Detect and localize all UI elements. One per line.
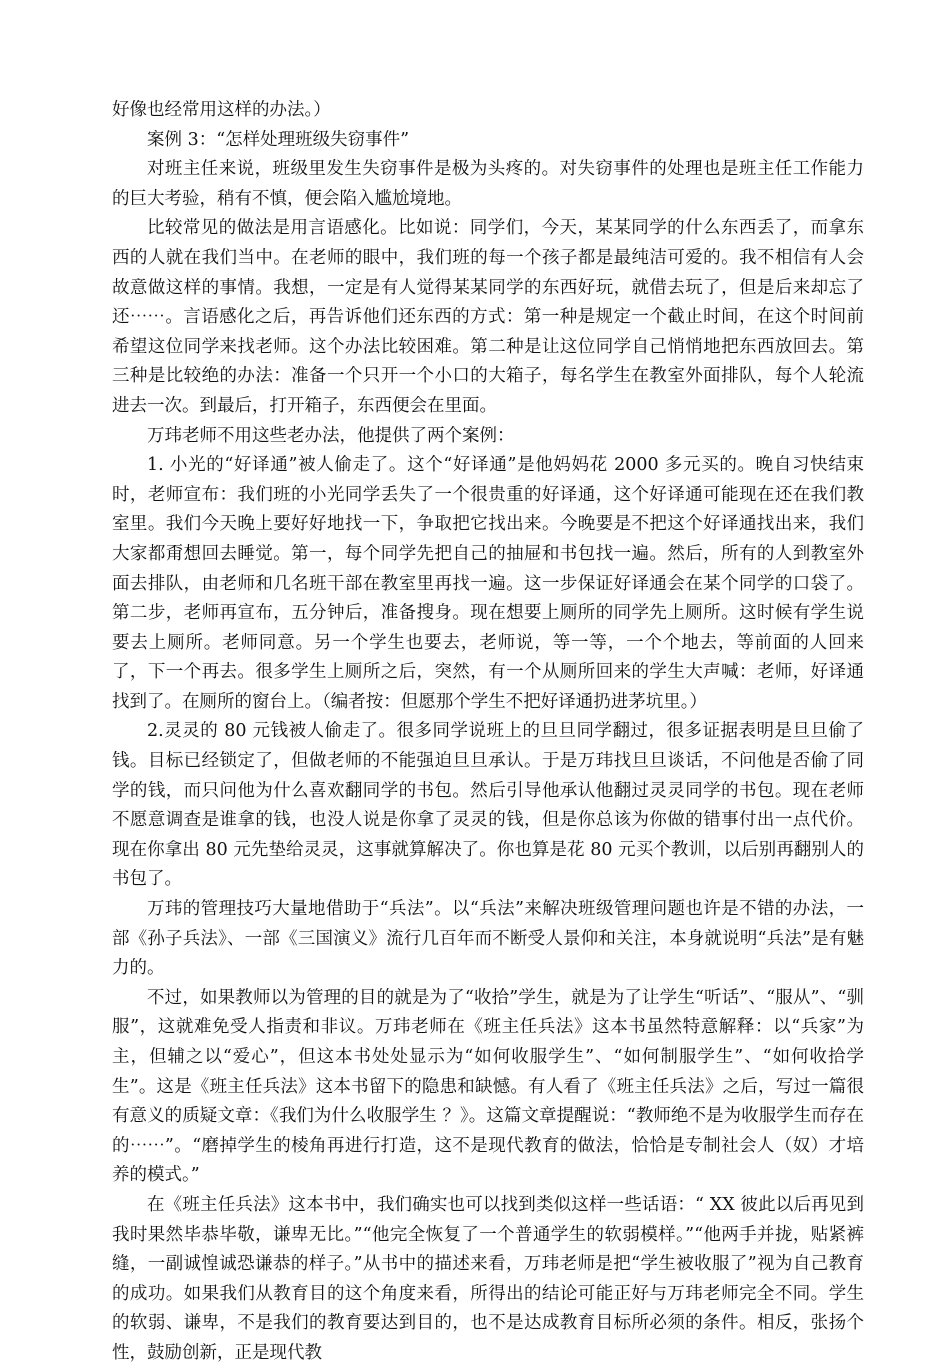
paragraph: 比较常见的做法是用言语感化。比如说：同学们，今天，某某同学的什么东西丢了，而拿东西的人就在我们当中。在老师的眼中，我们班的每一个孩子都是最纯洁可爱的。我不相信有人会故意做这样的事情。我想，一定是有人觉得某某同学的东西好玩，就借去玩了，但是后来却忘了还⋯⋯。言语感化之后，再告诉他们还东西的方式：第一种是规定一个截止时间，在这个时间前希望这位同学来找老师。这个办法比较困难。第二种是让这位同学自己悄悄地把东西放回去。第三种是比较绝的办法：准备一个只开一个小口的大箱子，每名学生在教室外面排队，每个人轮流进去一次。到最后，打开箱子，东西便会在里面。 <box>112 218 864 416</box>
paragraph-continuation: 好像也经常用这样的办法。） <box>112 100 331 120</box>
paragraph: 在《班主任兵法》这本书中，我们确实也可以找到类似这样一些话语：“ XX 彼此以后再见到我时果然毕恭毕敬，谦卑无比。”“他完全恢复了一个普通学生的软弱模样。”“他两手并拢，贴紧裤缝，一副诚惶诚恐谦恭的样子。”从书中的描述来看，万玮老师是把“学生被收服了”视为自己教育的成功。如果我们从教育目的这个角度来看，所得出的结论可能正好与万玮老师完全不同。学生的软弱、谦卑，不是我们的教育要达到目的，也不是达成教育目标所必须的条件。相反，张扬个性，鼓励创新，正是现代教 <box>112 1194 864 1363</box>
document-body <box>112 96 864 1369</box>
case-heading: 案例 3：“怎样处理班级失窃事件” <box>147 129 410 150</box>
paragraph: 万玮的管理技巧大量地借助于“兵法”。以“兵法”来解决班级管理问题也许是不错的办法，一部《孙子兵法》、一部《三国演义》流行几百年而不断受人景仰和关注，本身就说明“兵法”是有魅力的。 <box>112 899 864 979</box>
case-item-1: 1. 小光的“好译通”被人偷走了。这个“好译通”是他妈妈花 2000 多元买的。晚自习快结束时，老师宣布：我们班的小光同学丢失了一个很贵重的好译通，这个好译通可能现在还在我们教室里。我们今天晚上要好好地找一下，争取把它找出来。今晚要是不把这个好译通找出来，我们大家都甭想回去睡觉。第一，每个同学先把自己的抽屉和书包找一遍。然后，所有的人到教室外面去排队，由老师和几名班干部在教室里再找一遍。这一步保证好译通会在某个同学的口袋了。第二步，老师再宣布，五分钟后，准备搜身。现在想要上厕所的同学先上厕所。这时候有学生说要去上厕所。老师同意。另一个学生也要去，老师说，等一等，一个个地去，等前面的人回来了，下一个再去。很多学生上厕所之后，突然，有一个从厕所回来的学生大声喊：老师，好译通找到了。在厕所的窗台上。（编者按：但愿那个学生不把好译通扔进茅坑里。） <box>112 455 864 712</box>
paragraph: 万玮老师不用这些老办法，他提供了两个案例： <box>147 425 515 446</box>
paragraph: 对班主任来说，班级里发生失窃事件是极为头疼的。对失窃事件的处理也是班主任工作能力的巨大考验，稍有不慎，便会陷入尴尬境地。 <box>112 159 864 209</box>
case-item-2: 2.灵灵的 80 元钱被人偷走了。很多同学说班上的旦旦同学翻过，很多证据表明是旦旦偷了钱。目标已经锁定了，但做老师的不能强迫旦旦承认。于是万玮找旦旦谈话，不问他是否偷了同学的钱，而只问他为什么喜欢翻同学的书包。然后引导他承认他翻过灵灵同学的书包。现在老师不愿意调查是谁拿的钱，也没人说是你拿了灵灵的钱，但是你总该为你做的错事付出一点代价。现在你拿出 80 元先垫给灵灵，这事就算解决了。你也算是花 80 元买个教训，以后别再翻别人的书包了。 <box>112 721 864 890</box>
paragraph: 不过，如果教师以为管理的目的就是为了“收拾”学生，就是为了让学生“听话”、“服从”、“驯服”，这就难免受人指责和非议。万玮老师在《班主任兵法》这本书虽然特意解释：以“兵家”为主，但辅之以“爱心”，但这本书处处显示为“如何收服学生”、“如何制服学生”、“如何收拾学生”。这是《班主任兵法》这本书留下的隐患和缺憾。有人看了《班主任兵法》之后，写过一篇很有意义的质疑文章：《我们为什么收服学生 ？》。这篇文章提醒说：“教师绝不是为收服学生而存在的⋯⋯”。“磨掉学生的棱角再进行打造，这不是现代教育的做法，恰恰是专制社会人（奴）才培养的模式。” <box>112 987 864 1186</box>
